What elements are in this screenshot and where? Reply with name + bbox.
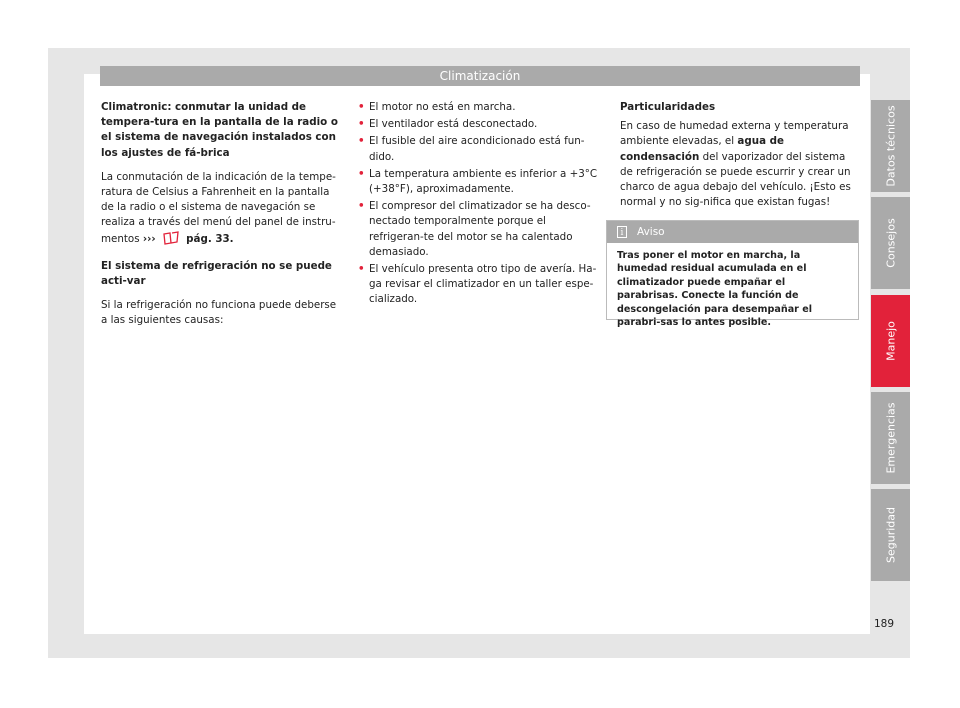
list-item	[358, 117, 603, 132]
bullet-icon: •	[358, 263, 365, 276]
page-number: 189	[874, 618, 895, 630]
column-middle	[358, 100, 603, 310]
column-left	[101, 100, 344, 338]
bullet-icon: •	[358, 200, 365, 213]
heading-refrigeracion: El sistema de refrigeración no se puede acti-var	[101, 259, 332, 288]
list-item-text: El vehículo presenta otro tipo de avería. Ha-ga revisar el climatizador en un taller espe-cializado.	[369, 263, 597, 306]
list-item-text: La temperatura ambiente es inferior a +3°C (+38°F), aproximadamente.	[369, 167, 598, 196]
list-item-text: El ventilador está desconectado.	[369, 118, 538, 131]
list-item-text: El motor no está en marcha.	[369, 101, 516, 113]
paragraph-causas: Si la refrigeración no funciona puede deberse a las siguientes causas:	[101, 299, 337, 327]
info-icon	[617, 226, 627, 238]
bullet-icon: •	[358, 118, 365, 131]
particularidades-block	[620, 100, 860, 210]
paragraph-conmutacion-text: La conmutación de la indicación de la tempe-ratura de Celsius a Fahrenheit en la pantalla de la radio o el sistema de navegación se realiza a través del menú del panel de instru-mentos	[101, 170, 336, 245]
cross-reference-arrows: ›››	[142, 232, 156, 245]
aviso-box	[606, 220, 859, 329]
list-item	[358, 100, 603, 115]
aviso-body: Tras poner el motor en marcha, la humedad residual acumulada en el climatizador puede empañar el parabrisas. Conecte la función de descongelación para desempañar el parabri-sas lo antes posible.	[617, 250, 813, 329]
heading-particularidades: Particularidades	[620, 101, 716, 113]
page-reference-link[interactable]: pág. 33.	[186, 232, 234, 245]
paragraph-particularidades-after: del vaporizador del sistema de refrigeración se puede escurrir y crear un charco de agua debajo del vehículo. ¡Esto es normal y no sig-nifica que existan fugas!	[620, 150, 851, 209]
section-header: Climatización	[100, 66, 860, 86]
aviso-header	[607, 221, 858, 243]
bullet-icon: •	[358, 135, 365, 148]
paragraph-particularidades-before: En caso de humedad externa y temperatura ambiente elevadas, el	[620, 120, 849, 148]
tab-emergencias[interactable]	[871, 392, 910, 484]
column-right	[620, 100, 860, 210]
tab-manejo[interactable]	[871, 295, 910, 387]
list-item	[358, 167, 603, 197]
list-item-text: El compresor del climatizador se ha desco-nectado temporalmente porque el refrigeran-te del motor se ha calentado demasiado.	[369, 200, 591, 258]
tab-label: Seguridad	[884, 507, 897, 563]
list-item	[358, 134, 603, 164]
tab-seguridad[interactable]	[871, 489, 910, 581]
tab-datos-tecnicos[interactable]	[871, 100, 910, 192]
list-item-text: El fusible del aire acondicionado está fun-dido.	[369, 135, 585, 163]
tab-label: Emergencias	[884, 402, 897, 474]
list-item	[358, 199, 603, 260]
tab-consejos[interactable]	[871, 197, 910, 289]
book-icon	[162, 231, 180, 250]
tab-label: Datos técnicos	[884, 105, 897, 187]
tab-label: Consejos	[884, 218, 897, 268]
aviso-title: Aviso	[637, 226, 665, 238]
paragraph-conmutacion	[101, 170, 344, 250]
bullet-icon: •	[358, 167, 365, 180]
paragraph-particularidades-bold: agua de condensación	[620, 135, 784, 163]
heading-climatronic: Climatronic: conmutar la unidad de tempera-tura en la pantalla de la radio o el sistema de navegación instalados con los ajustes de fá-brica	[101, 101, 338, 159]
list-item	[358, 262, 603, 308]
tab-label: Manejo	[884, 321, 897, 361]
bullet-icon: •	[358, 101, 365, 113]
